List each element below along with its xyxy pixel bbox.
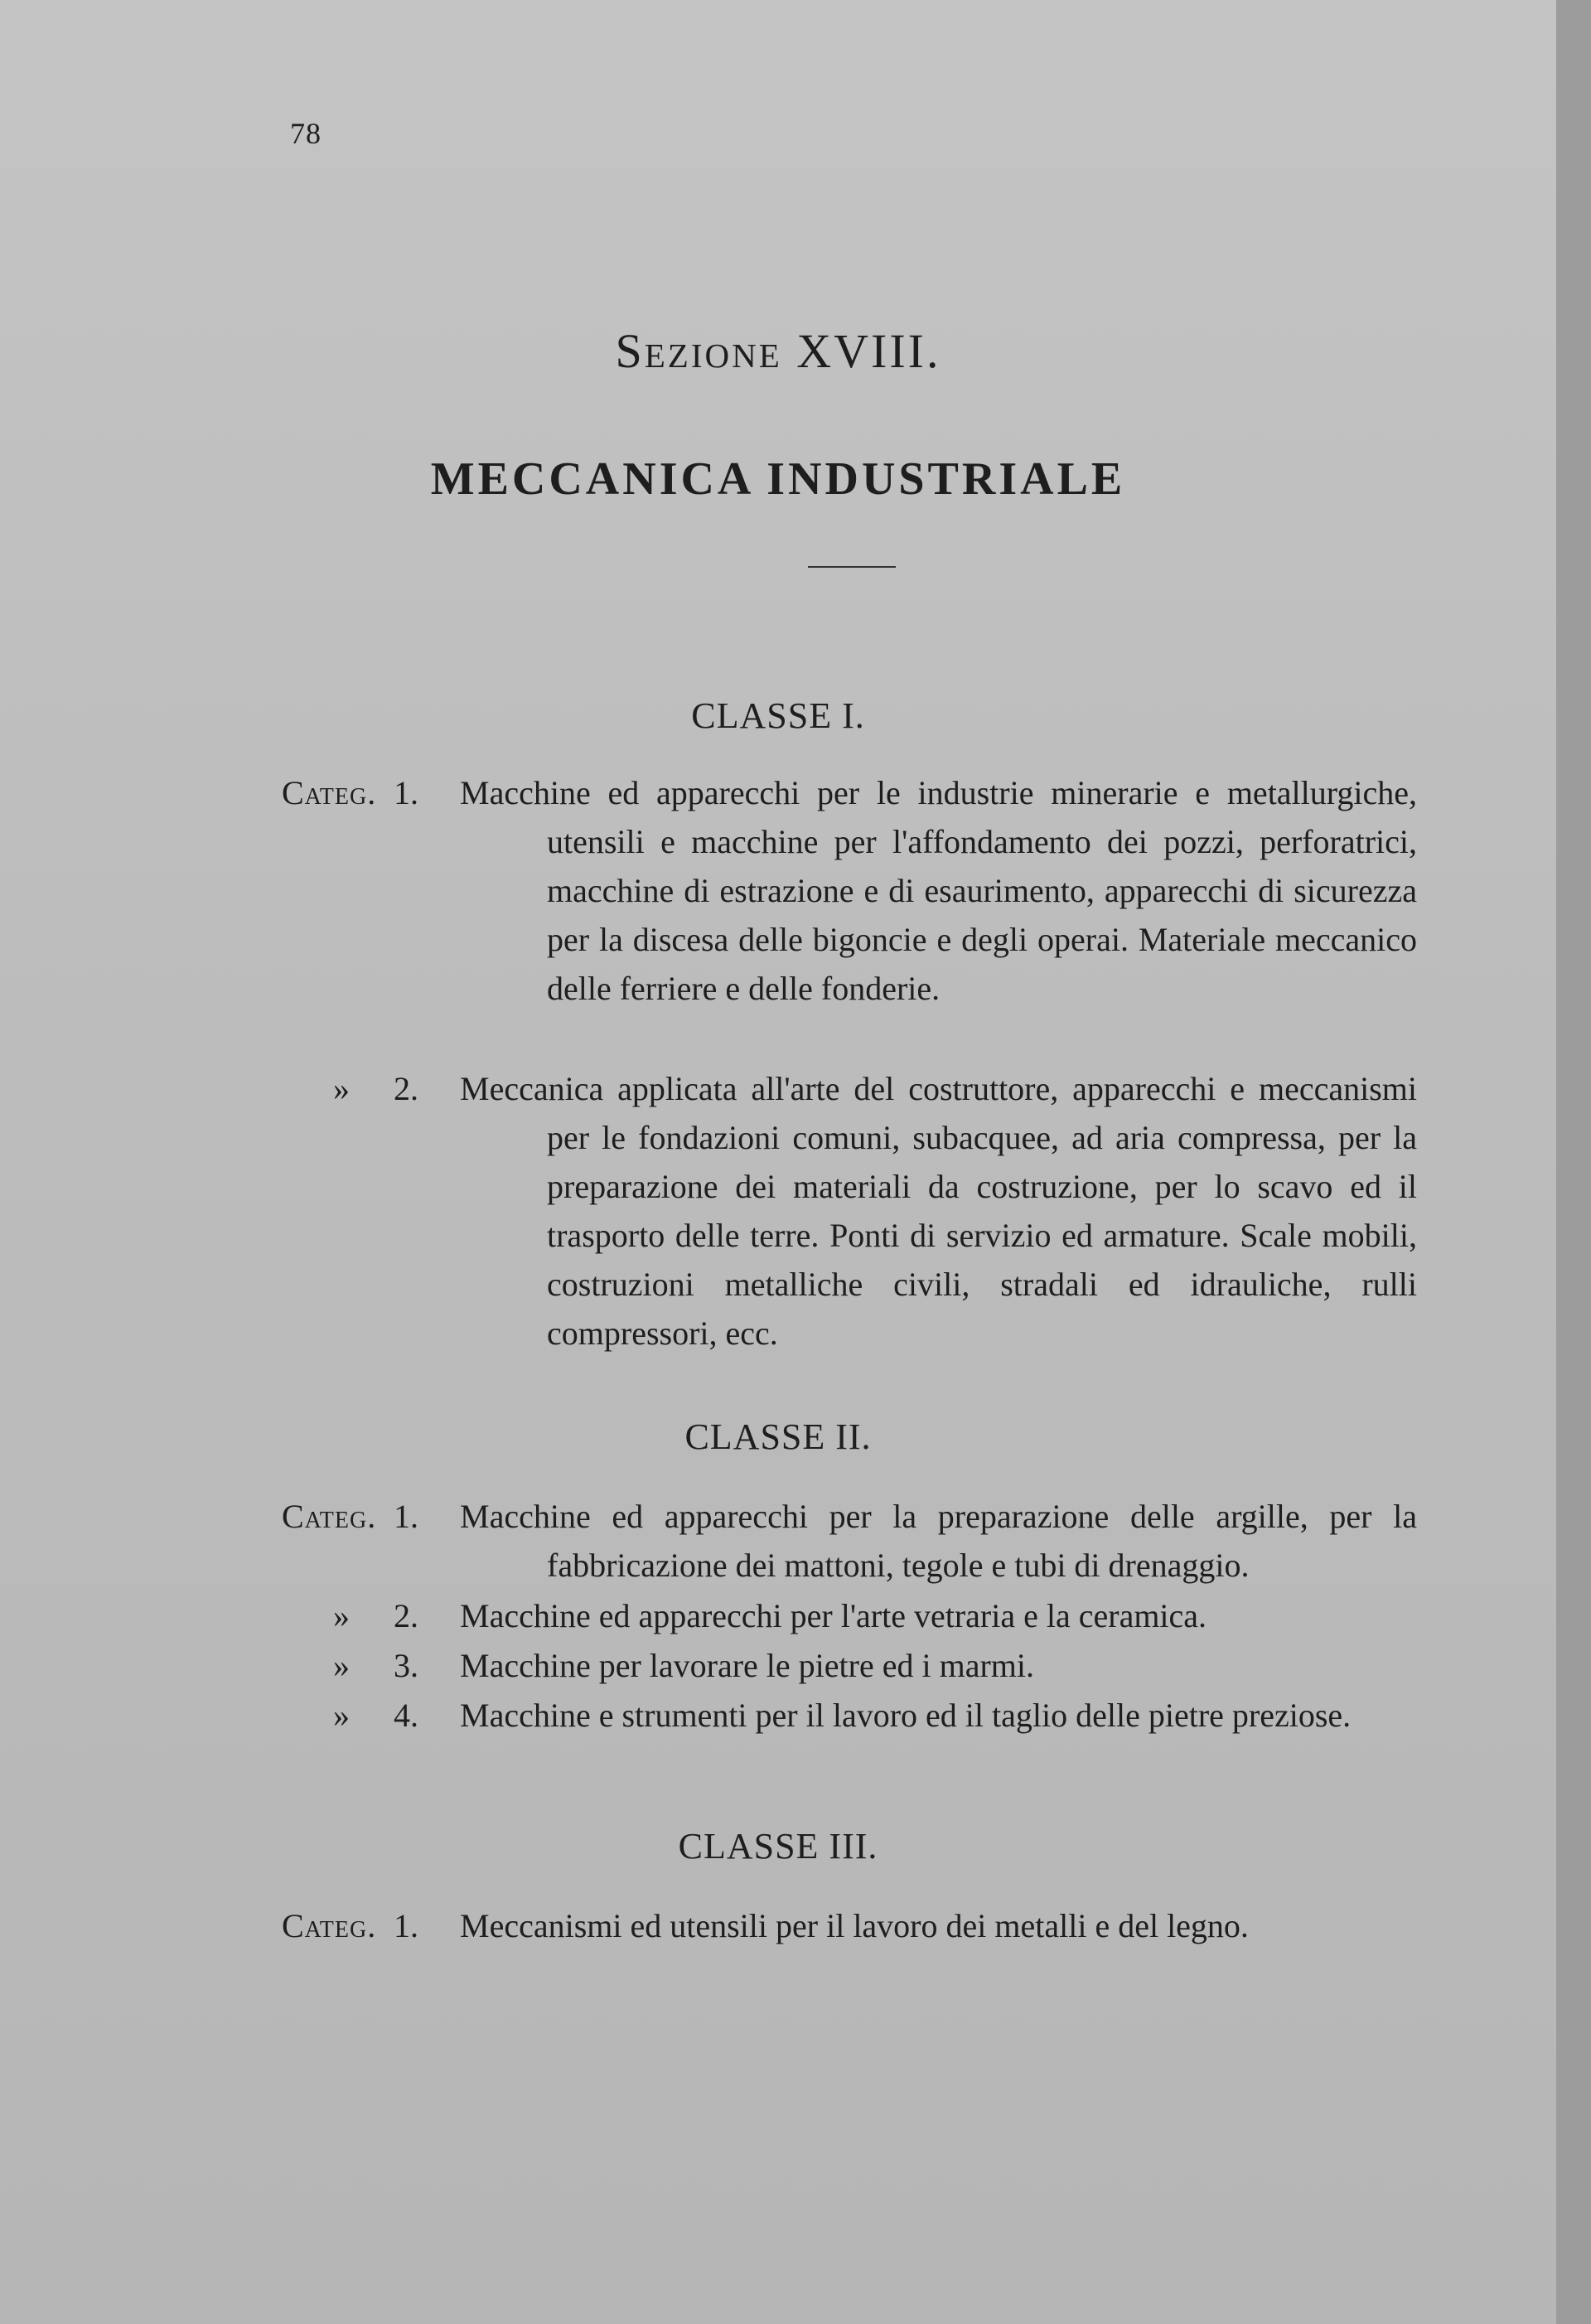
- class-heading-1: CLASSE I.: [691, 695, 865, 736]
- entry-ditto-mark: »: [333, 1070, 350, 1107]
- entry-category-label: Categ.: [282, 1498, 377, 1535]
- entry-number: 2.: [394, 1070, 418, 1107]
- title-divider: [808, 566, 896, 568]
- entry-number: 1.: [394, 774, 418, 811]
- scan-edge: [1556, 0, 1591, 2324]
- entry-text: Macchine ed apparecchi per l'arte vetraria e la ceramica.: [460, 1597, 1207, 1634]
- entry-category-label: Categ.: [282, 774, 377, 811]
- entry-category-label: Categ.: [282, 1907, 377, 1944]
- entry-text: Macchine per lavorare le pietre ed i marmi.: [460, 1647, 1034, 1684]
- class-2-entry-4: [282, 1691, 1417, 1740]
- entry-number: 2.: [394, 1597, 418, 1634]
- entry-number: 1.: [394, 1907, 418, 1944]
- entry-ditto-mark: »: [333, 1597, 350, 1634]
- entry-text: Macchine e strumenti per il lavoro ed il taglio delle pietre preziose.: [460, 1697, 1352, 1734]
- main-title: MECCANICA INDUSTRIALE: [430, 453, 1126, 505]
- class-1-entry-2: [282, 1064, 1417, 1358]
- entry-prefix: [282, 1492, 418, 1541]
- class-1-entry-1: [282, 768, 1417, 1013]
- entry-number: 1.: [394, 1498, 418, 1535]
- class-2-entry-2: [282, 1591, 1417, 1640]
- class-heading-2: CLASSE II.: [684, 1416, 872, 1457]
- entry-text: Meccanica applicata all'arte del costruttore, apparecchi e meccanismi per le fondazioni comuni, subacquee, ad aria compressa, per la preparazione dei materiali da costruzione, per lo scavo ed il trasporto delle terre. Ponti di servizio ed armature. Scale mobili, costruzioni metalliche civili, stradali ed idrauliche, rulli compressori, ecc.: [460, 1070, 1417, 1352]
- class-heading-3: CLASSE III.: [678, 1826, 878, 1866]
- entry-text: Macchine ed apparecchi per le industrie minerarie e metallurgiche, utensili e macchine per l'affondamento dei pozzi, perforatrici, macchine di estrazione e di esaurimento, apparecchi di sicurezza per la discesa delle bigoncie e degli operai. Materiale meccanico delle ferriere e delle fonderie.: [460, 774, 1417, 1007]
- entry-number: 3.: [394, 1647, 418, 1684]
- entry-prefix: [282, 768, 418, 817]
- class-3-entry-1: [282, 1901, 1417, 1950]
- class-2-entry-3: [282, 1641, 1417, 1690]
- entry-prefix: [282, 1901, 418, 1950]
- entry-number: 4.: [394, 1697, 418, 1734]
- entry-text: Macchine ed apparecchi per la preparazione delle argille, per la fabbricazione dei mattoni, tegole e tubi di drenaggio.: [460, 1498, 1417, 1584]
- entry-ditto-mark: »: [333, 1697, 350, 1734]
- entry-text: Meccanismi ed utensili per il lavoro dei metalli e del legno.: [460, 1907, 1249, 1944]
- entry-ditto-mark: »: [333, 1647, 350, 1684]
- class-2-entry-1: [282, 1492, 1417, 1590]
- page-number: 78: [290, 117, 322, 150]
- section-title: Sezione XVIII.: [615, 324, 941, 378]
